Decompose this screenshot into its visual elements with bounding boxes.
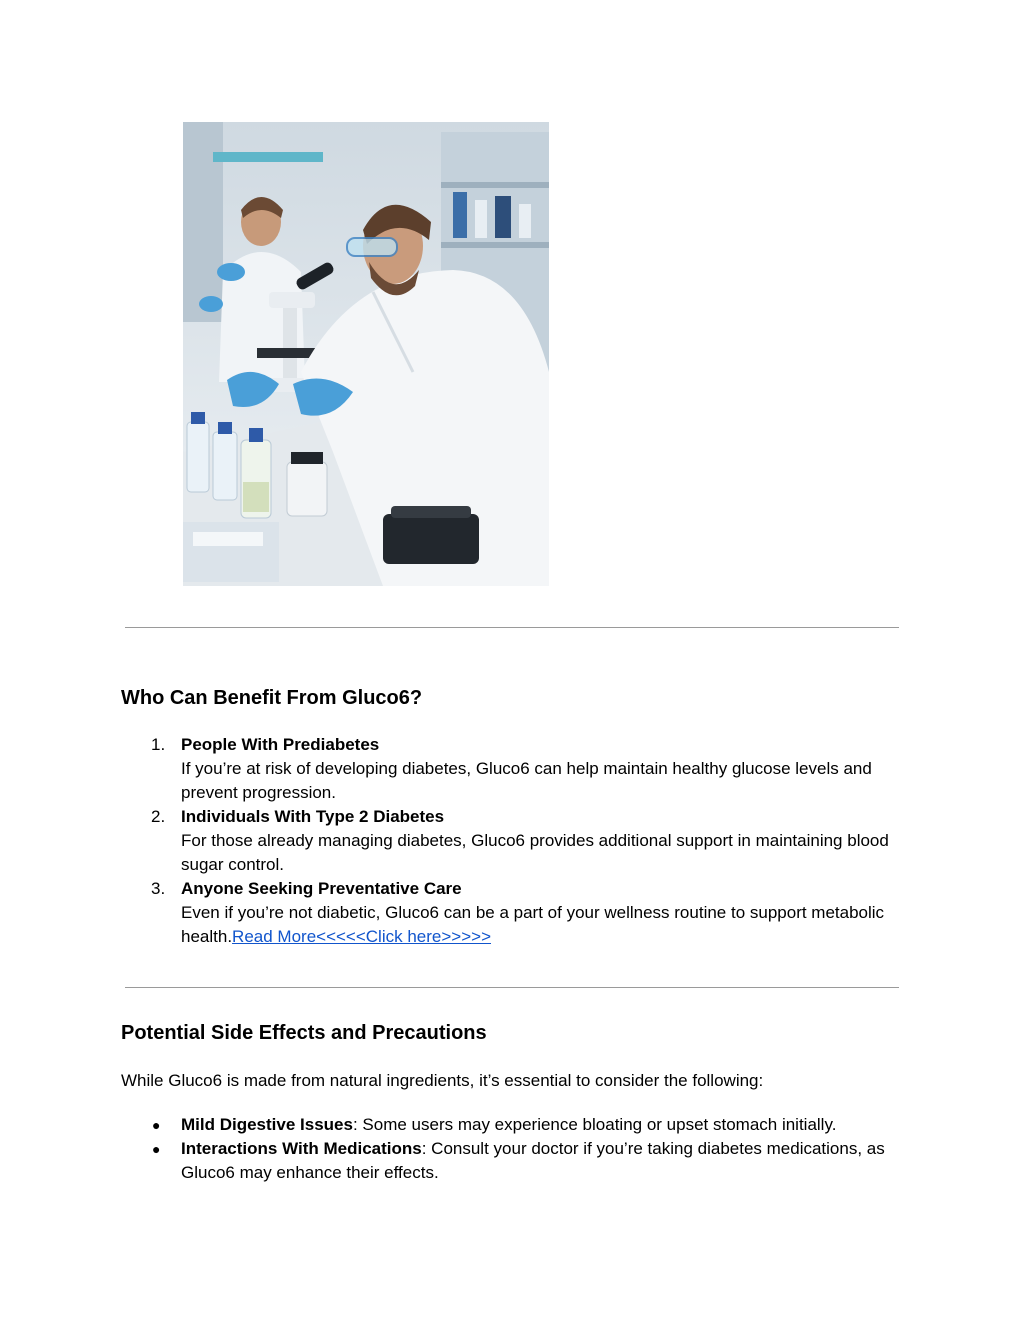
item-title: Interactions With Medications (181, 1139, 422, 1158)
item-text: If you’re at risk of developing diabetes, Gluco6 can help maintain healthy glucose levels and prevent progression. (181, 759, 872, 802)
list-item (121, 1113, 911, 1137)
item-title: Anyone Seeking Preventative Care (181, 879, 462, 898)
item-text-body: Even if you’re not diabetic, Gluco6 can be a part of your wellness routine to support metabolic health. (181, 903, 885, 946)
bullet-icon: ● (152, 1117, 161, 1133)
side-effects-list (121, 1113, 911, 1185)
list-number: 3. (151, 879, 166, 898)
item-text: : Some users may experience bloating or upset stomach initially. (352, 1115, 837, 1134)
list-number: 1. (151, 735, 166, 754)
list-number: 2. (151, 807, 166, 826)
section-divider (125, 987, 899, 988)
side-effects-heading: Potential Side Effects and Precautions (121, 1022, 487, 1044)
list-item (121, 733, 911, 805)
benefit-list (121, 733, 911, 949)
item-text: For those already managing diabetes, Gluco6 provides additional support in maintaining blood sugar control. (181, 831, 889, 874)
item-title: Mild Digestive Issues (181, 1115, 353, 1134)
item-text: : Consult your doctor if you’re taking diabetes medications, as Gluco6 may enhance their effects. (181, 1139, 885, 1182)
benefit-heading: Who Can Benefit From Gluco6? (121, 687, 423, 709)
item-title: People With Prediabetes (181, 735, 380, 754)
list-item (121, 877, 911, 949)
item-title: Individuals With Type 2 Diabetes (181, 807, 445, 826)
section-divider (125, 627, 899, 628)
read-more-link[interactable]: Read More<<<<<Click here>>>>> (232, 927, 491, 946)
bullet-icon: ● (152, 1141, 161, 1157)
list-item (121, 805, 911, 877)
list-item (121, 1137, 911, 1185)
lab-scientists-photo (183, 122, 549, 586)
item-text (181, 901, 911, 949)
side-effects-intro: While Gluco6 is made from natural ingredients, it’s essential to consider the following: (121, 1071, 764, 1090)
